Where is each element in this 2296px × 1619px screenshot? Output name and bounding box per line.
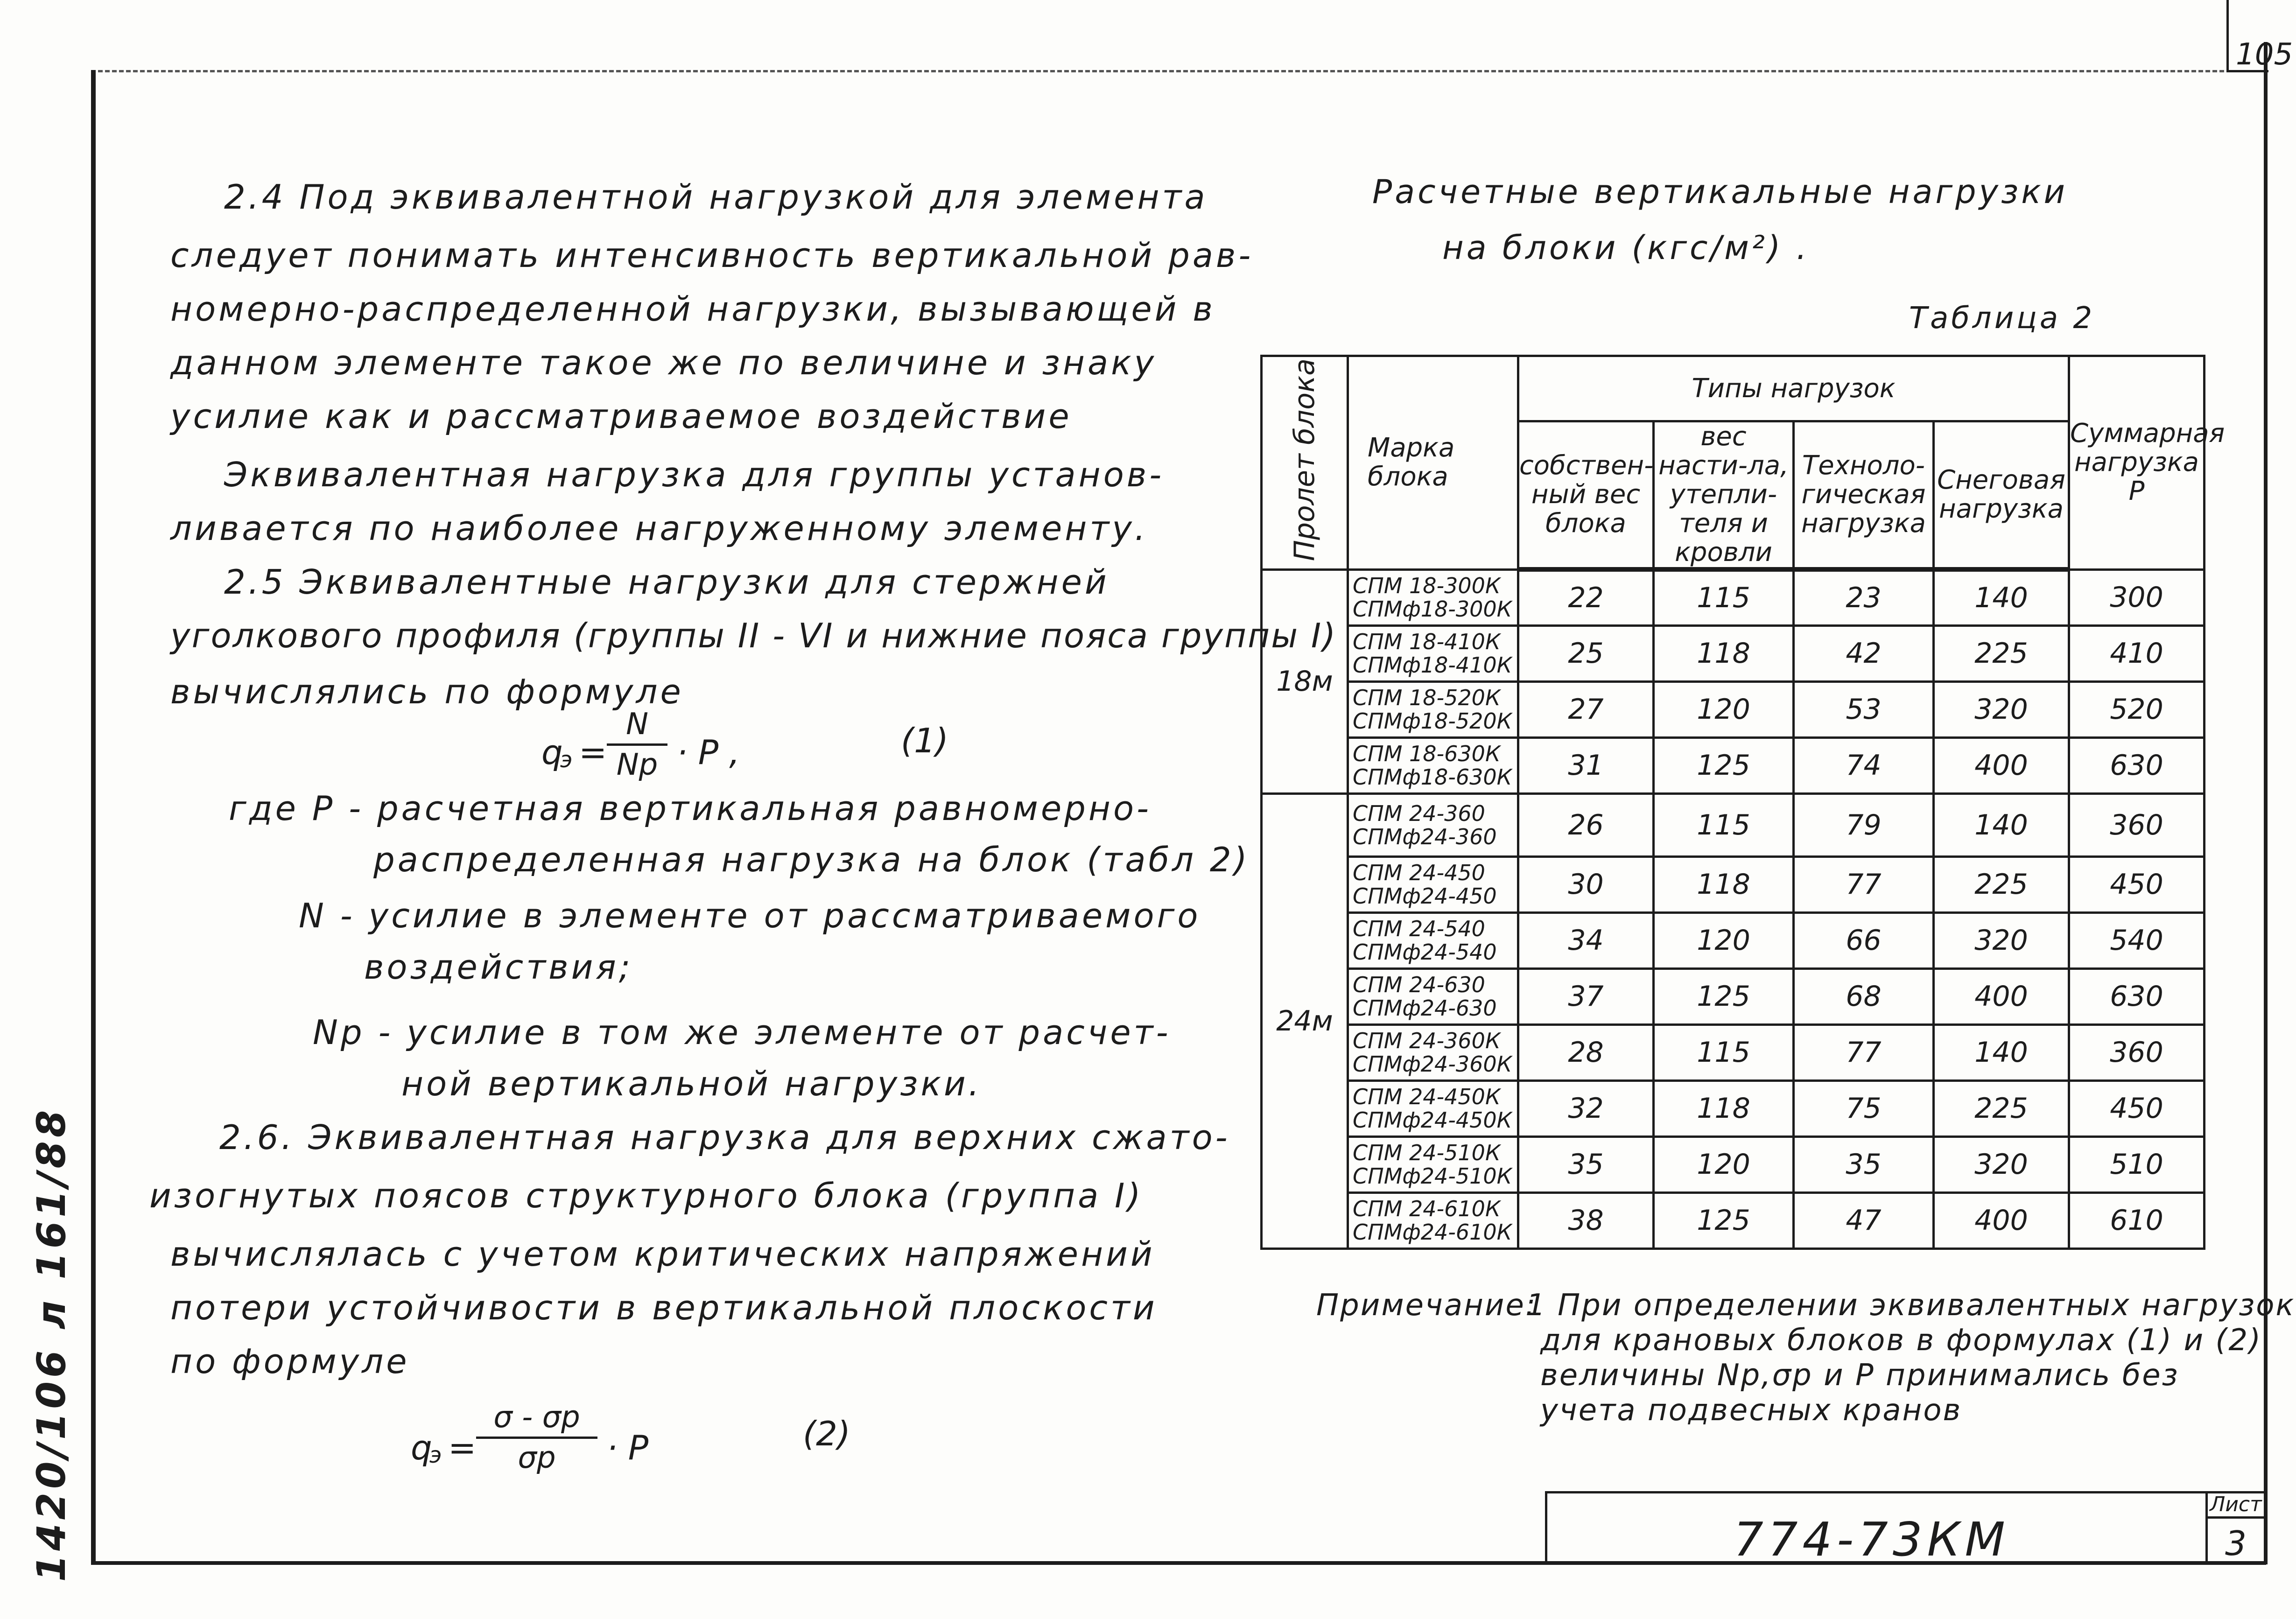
p24-line-3: номерно-распределенной нагрузки, вызывающей в: [170, 289, 1215, 329]
table-row: [1262, 968, 2205, 1024]
document-code: 774-73КМ: [1734, 1512, 2010, 1567]
mark-cell: [1348, 1136, 1518, 1192]
own-weight-cell: 35: [1518, 1136, 1654, 1192]
mark-line-2: СПМф18-630К: [1353, 764, 1512, 790]
where-line-3: N - усилие в элементе от рассматриваемого: [299, 896, 1201, 935]
p26-line-3: вычислялась с учетом критических напряжений: [170, 1234, 1155, 1274]
table-row: [1262, 1024, 2205, 1080]
formula-1-lhs: q: [541, 733, 563, 772]
roofing-cell: 118: [1654, 856, 1794, 912]
table-title-line-1: Расчетные вертикальные нагрузки: [1372, 173, 2068, 211]
sheet-number: 3: [2225, 1524, 2247, 1563]
snow-cell: 320: [1934, 681, 2069, 737]
mark-line-1: СПМ 24-630: [1353, 972, 1485, 997]
header-technological: Техноло-гическая нагрузка: [1794, 421, 1934, 570]
technological-cell: 74: [1794, 737, 1934, 793]
roofing-cell: 115: [1654, 569, 1794, 625]
total-cell: 450: [2069, 1080, 2205, 1136]
snow-cell: 400: [1934, 737, 2069, 793]
formula-1-rest: · P ,: [677, 733, 740, 772]
own-weight-cell: 25: [1518, 625, 1654, 681]
header-own-weight: собствен-ный вес блока: [1518, 421, 1654, 570]
mark-cell: [1348, 625, 1518, 681]
technological-cell: 66: [1794, 912, 1934, 968]
technological-cell: 42: [1794, 625, 1934, 681]
side-stamp: [19, 1087, 84, 1601]
mark-line-2: СПМф18-410К: [1353, 652, 1512, 678]
p26-line-5: по формуле: [170, 1342, 410, 1381]
note-line-2: для крановых блоков в формулах (1) и (2): [1540, 1323, 2262, 1358]
mark-cell: [1348, 569, 1518, 625]
technological-cell: 68: [1794, 968, 1934, 1024]
mark-line-2: СПМф18-300К: [1353, 596, 1512, 622]
roofing-cell: 115: [1654, 1024, 1794, 1080]
technological-cell: 77: [1794, 1024, 1934, 1080]
formula-2-number: (2): [803, 1414, 850, 1453]
own-weight-cell: 37: [1518, 968, 1654, 1024]
where-line-2: распределенная нагрузка на блок (табл 2): [373, 840, 1250, 879]
where-line-1: где P - расчетная вертикальная равномерно-: [229, 789, 1152, 828]
mark-line-1: СПМ 18-410К: [1353, 629, 1501, 654]
own-weight-cell: 27: [1518, 681, 1654, 737]
table-row: [1262, 681, 2205, 737]
technological-cell: 23: [1794, 569, 1934, 625]
mark-line-2: СПМф24-510К: [1353, 1163, 1512, 1189]
table-label: Таблица 2: [1909, 301, 2095, 336]
roofing-cell: 115: [1654, 793, 1794, 856]
mark-line-2: СПМф24-540: [1353, 939, 1497, 965]
note-line-4: учета подвесных кранов: [1540, 1393, 1962, 1428]
formula-2-rest: · P: [607, 1428, 649, 1467]
formula-1-denominator: Np: [616, 748, 658, 782]
sheet-label: Лист: [2208, 1493, 2264, 1519]
formula-2-sub: э: [429, 1442, 442, 1468]
total-cell: 630: [2069, 737, 2205, 793]
roofing-cell: 125: [1654, 968, 1794, 1024]
roofing-cell: 118: [1654, 1080, 1794, 1136]
p24-line-2: следует понимать интенсивность вертикальной рав-: [170, 236, 1254, 275]
total-cell: 360: [2069, 1024, 2205, 1080]
technological-cell: 47: [1794, 1192, 1934, 1248]
table-row: [1262, 793, 2205, 856]
table-row: [1262, 569, 2205, 625]
formula-1-eq: =: [579, 733, 607, 772]
mark-line-1: СПМ 24-450: [1353, 860, 1485, 885]
snow-cell: 225: [1934, 856, 2069, 912]
own-weight-cell: 34: [1518, 912, 1654, 968]
table-row: [1262, 1080, 2205, 1136]
where-line-6: ной вертикальной нагрузки.: [401, 1064, 982, 1103]
table-title-line-2: на блоки (кгс/м²) .: [1442, 229, 1810, 267]
p24-line-1: 2.4 Под эквивалентной нагрузкой для элемента: [224, 177, 1208, 217]
mark-line-2: СПМф24-360К: [1353, 1051, 1512, 1077]
mark-line-1: СПМ 18-300К: [1353, 573, 1501, 598]
formula-2-numerator: σ - σp: [476, 1400, 597, 1439]
formula-2-denominator: σp: [518, 1441, 556, 1475]
total-cell: 300: [2069, 569, 2205, 625]
mark-line-1: СПМ 24-450К: [1353, 1084, 1501, 1109]
mark-line-2: СПМф24-450К: [1353, 1107, 1512, 1133]
mark-cell: [1348, 1192, 1518, 1248]
technological-cell: 77: [1794, 856, 1934, 912]
header-roofing: вес насти-ла, утепли-теля и кровли: [1654, 421, 1794, 570]
total-cell: 540: [2069, 912, 2205, 968]
formula-1-number: (1): [901, 721, 948, 760]
mark-line-1: СПМ 24-540: [1353, 916, 1485, 941]
loads-table: [1260, 355, 2225, 1250]
mark-cell: [1348, 856, 1518, 912]
header-span: [1262, 356, 1348, 570]
mark-line-2: СПМф18-520К: [1353, 708, 1512, 734]
mark-line-1: СПМ 18-520К: [1353, 685, 1501, 710]
p26-line-1: 2.6. Эквивалентная нагрузка для верхних сжато-: [219, 1118, 1230, 1157]
total-cell: 610: [2069, 1192, 2205, 1248]
mark-cell: [1348, 737, 1518, 793]
technological-cell: 75: [1794, 1080, 1934, 1136]
snow-cell: 140: [1934, 793, 2069, 856]
own-weight-cell: 38: [1518, 1192, 1654, 1248]
mark-line-2: СПМф24-360: [1353, 824, 1497, 849]
p25-line-3: вычислялись по формуле: [170, 672, 684, 711]
note-label: Примечание:: [1316, 1288, 1537, 1323]
snow-cell: 140: [1934, 569, 2069, 625]
mark-line-1: СПМ 24-510К: [1353, 1140, 1501, 1165]
total-cell: 360: [2069, 793, 2205, 856]
p24b-line-2: ливается по наиболее нагруженному элементу.: [170, 509, 1148, 548]
snow-cell: 320: [1934, 1136, 2069, 1192]
span-cell: 24м: [1262, 793, 1348, 1248]
snow-cell: 400: [1934, 968, 2069, 1024]
roofing-cell: 120: [1654, 681, 1794, 737]
roofing-cell: 125: [1654, 737, 1794, 793]
snow-cell: 320: [1934, 912, 2069, 968]
table-row: [1262, 1192, 2205, 1248]
p24b-line-1: Эквивалентная нагрузка для группы установ-: [224, 455, 1165, 494]
frame-right-border: [2264, 42, 2268, 1564]
own-weight-cell: 26: [1518, 793, 1654, 856]
snow-cell: 225: [1934, 625, 2069, 681]
mark-line-2: СПМф24-610К: [1353, 1220, 1512, 1245]
p26-line-2: изогнутых поясов структурного блока (группа I): [149, 1176, 1144, 1215]
mark-cell: [1348, 912, 1518, 968]
roofing-cell: 118: [1654, 625, 1794, 681]
header-mark: Марка блока: [1348, 356, 1518, 570]
total-cell: 410: [2069, 625, 2205, 681]
mark-line-1: СПМ 18-630К: [1353, 741, 1501, 766]
frame-left-border: [91, 70, 96, 1563]
technological-cell: 53: [1794, 681, 1934, 737]
side-stamp-text: 1420/106 л 161/88: [28, 1106, 74, 1582]
p25-line-2: уголкового профиля (группы II - VI и нижние пояса группы I): [170, 616, 1337, 655]
mark-line-2: СПМф24-630: [1353, 995, 1497, 1021]
mark-cell: [1348, 1080, 1518, 1136]
p24-line-5: усилие как и рассматриваемое воздействие: [170, 397, 1072, 436]
p25-line-1: 2.5 Эквивалентные нагрузки для стержней: [224, 562, 1109, 602]
snow-cell: 140: [1934, 1024, 2069, 1080]
mark-cell: [1348, 793, 1518, 856]
span-cell: 18м: [1262, 569, 1348, 793]
where-line-4: воздействия;: [364, 947, 633, 987]
total-cell: 520: [2069, 681, 2205, 737]
mark-line-1: СПМ 24-360: [1353, 800, 1485, 826]
p26-line-4: потери устойчивости в вертикальной плоскости: [170, 1288, 1158, 1327]
mark-line-1: СПМ 24-360К: [1353, 1028, 1501, 1053]
frame-top-border: [91, 70, 2266, 72]
formula-1-sub: э: [560, 747, 573, 773]
table-row: [1262, 625, 2205, 681]
formula-1-fraction: [607, 707, 667, 782]
technological-cell: 35: [1794, 1136, 1934, 1192]
mark-cell: [1348, 681, 1518, 737]
formula-1-numerator: N: [607, 707, 667, 746]
own-weight-cell: 32: [1518, 1080, 1654, 1136]
total-cell: 630: [2069, 968, 2205, 1024]
roofing-cell: 125: [1654, 1192, 1794, 1248]
table-row: [1262, 1136, 2205, 1192]
header-span-text: Пролет блока: [1288, 358, 1321, 561]
snow-cell: 225: [1934, 1080, 2069, 1136]
mark-line-1: СПМ 24-610К: [1353, 1196, 1501, 1221]
table-row: [1262, 737, 2205, 793]
p24-line-4: данном элементе такое же по величине и знаку: [170, 343, 1157, 382]
header-types: Типы нагрузок: [1518, 356, 2069, 421]
table-row: [1262, 912, 2205, 968]
technological-cell: 79: [1794, 793, 1934, 856]
formula-2-fraction: [476, 1400, 597, 1475]
note-line-3: величины Np,σp и P принимались без: [1540, 1358, 2179, 1393]
total-cell: 450: [2069, 856, 2205, 912]
mark-line-2: СПМф24-450: [1353, 883, 1497, 909]
snow-cell: 400: [1934, 1192, 2069, 1248]
table-row: [1262, 856, 2205, 912]
own-weight-cell: 22: [1518, 569, 1654, 625]
total-cell: 510: [2069, 1136, 2205, 1192]
formula-2-eq: =: [448, 1428, 477, 1467]
roofing-cell: 120: [1654, 1136, 1794, 1192]
own-weight-cell: 30: [1518, 856, 1654, 912]
roofing-cell: 120: [1654, 912, 1794, 968]
note-line-1: 1 При определении эквивалентных нагрузок: [1526, 1288, 2296, 1323]
formula-2-lhs: q: [411, 1428, 432, 1467]
header-total: Суммарная нагрузка P: [2069, 356, 2205, 570]
header-snow: Снеговая нагрузка: [1934, 421, 2069, 570]
mark-cell: [1348, 968, 1518, 1024]
top-sheet-number: 105: [2236, 37, 2293, 72]
where-line-5: Np - усилие в том же элементе от расчет-: [313, 1013, 1171, 1052]
mark-cell: [1348, 1024, 1518, 1080]
own-weight-cell: 31: [1518, 737, 1654, 793]
own-weight-cell: 28: [1518, 1024, 1654, 1080]
